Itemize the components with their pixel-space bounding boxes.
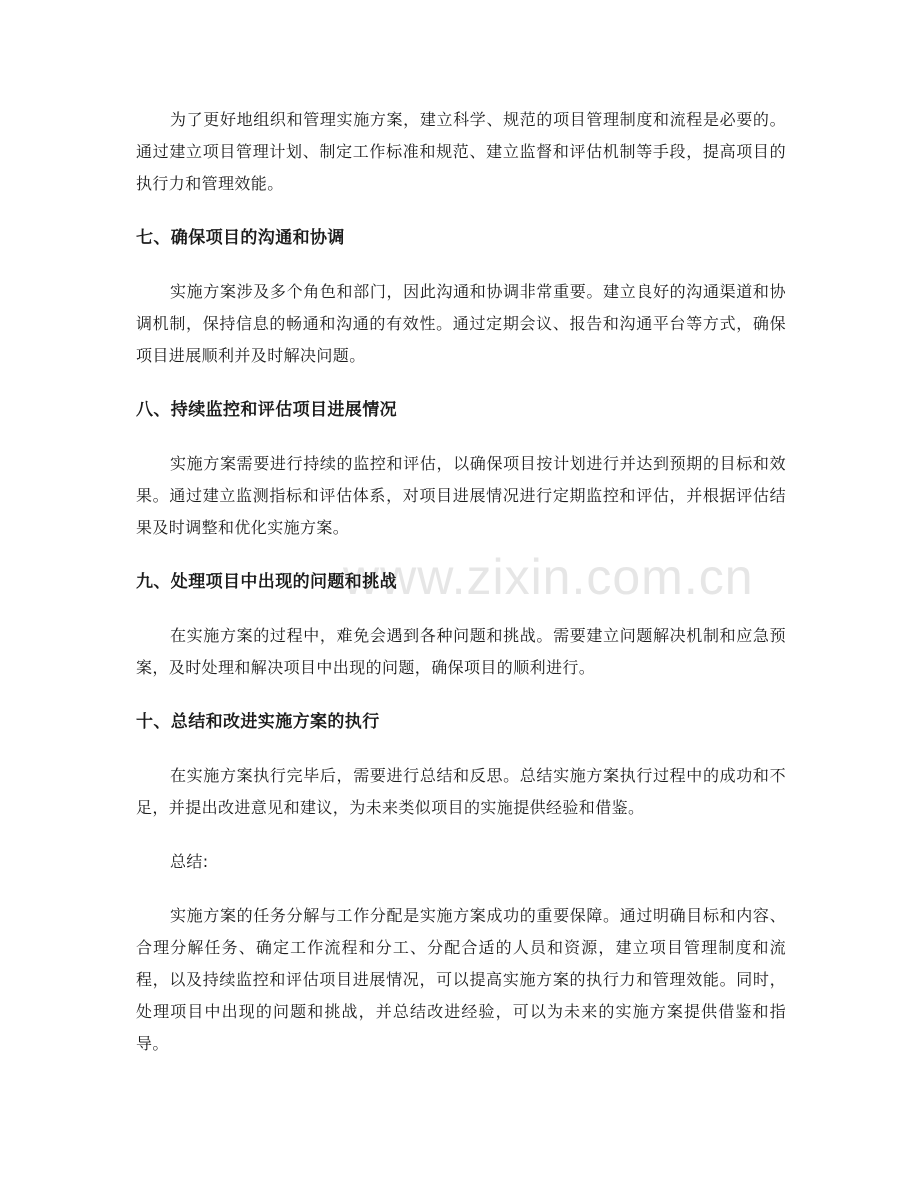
watermark: www.zixin.com.cn bbox=[343, 549, 754, 605]
paragraph-summary: 实施方案的任务分解与工作分配是实施方案成功的重要保障。通过明确目标和内容、合理分解任务、确定工作流程和分工、分配合适的人员和资源，建立项目管理制度和流程，以及持续监控和评估项目进展情况，可以提高实施方案的执行力和管理效能。同时，处理项目中出现的问题和挑战，并总结改进经验，可以为未来的实施方案提供借鉴和指导。 bbox=[136, 906, 786, 1053]
heading-section-8: 八、持续监控和评估项目进展情况 bbox=[136, 400, 397, 420]
heading-section-7: 七、确保项目的沟通和协调 bbox=[136, 228, 345, 248]
document-body bbox=[136, 104, 786, 1060]
paragraph-section-7: 实施方案涉及多个角色和部门，因此沟通和协调非常重要。建立良好的沟通渠道和协调机制，保持信息的畅通和沟通的有效性。通过定期会议、报告和沟通平台等方式，确保项目进展顺利并及时解决问题。 bbox=[136, 282, 786, 365]
paragraph-section-9: 在实施方案的过程中，难免会遇到各种问题和挑战。需要建立问题解决机制和应急预案，及时处理和解决项目中出现的问题，确保项目的顺利进行。 bbox=[136, 626, 786, 677]
paragraph-section-8: 实施方案需要进行持续的监控和评估，以确保项目按计划进行并达到预期的目标和效果。通过建立监测指标和评估体系，对项目进展情况进行定期监控和评估，并根据评估结果及时调整和优化实施方案。 bbox=[136, 454, 786, 537]
paragraph-section-10: 在实施方案执行完毕后，需要进行总结和反思。总结实施方案执行过程中的成功和不足，并提出改进意见和建议，为未来类似项目的实施提供经验和借鉴。 bbox=[136, 766, 786, 817]
heading-section-10: 十、总结和改进实施方案的执行 bbox=[136, 712, 380, 732]
paragraph-management-system: 为了更好地组织和管理实施方案，建立科学、规范的项目管理制度和流程是必要的。通过建立项目管理计划、制定工作标准和规范、建立监督和评估机制等手段，提高项目的执行力和管理效能。 bbox=[136, 110, 786, 193]
summary-label: 总结: bbox=[170, 852, 209, 871]
heading-section-9: 九、处理项目中出现的问题和挑战 bbox=[136, 572, 397, 592]
